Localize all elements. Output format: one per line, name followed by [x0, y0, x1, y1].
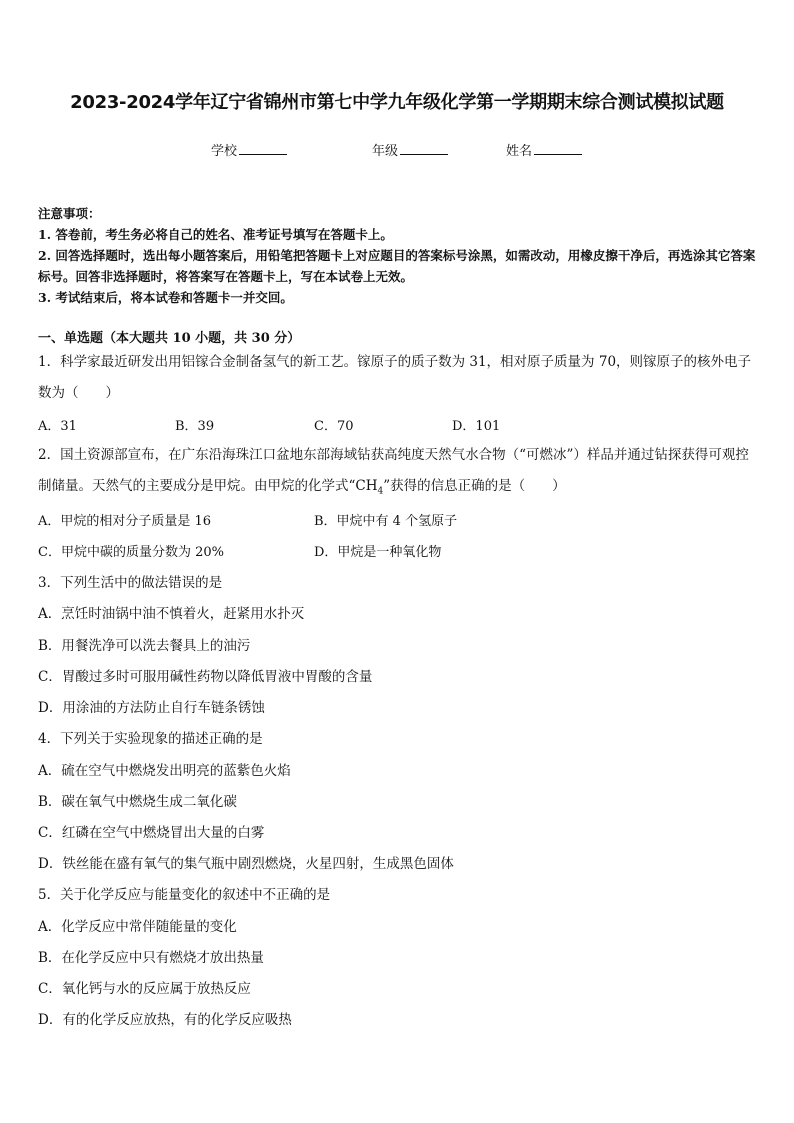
- school-blank: [239, 142, 287, 155]
- option-c: C．红磷在空气中燃烧冒出大量的白雾: [38, 825, 265, 841]
- question-5-stem: 5．关于化学反应与能量变化的叙述中不正确的是: [38, 887, 331, 903]
- question-2-stem-part: 2．国土资源部宣布，在广东沿海珠江口盆地东部海域钻获高纯度天然气水合物（“可燃冰”）样品并通过钻探获得可观控制储量。天然气的主要成分是甲烷。由甲烷的化学式“CH: [38, 447, 749, 494]
- school-field: [211, 140, 287, 159]
- option-c: C．甲烷中碳的质量分数为 20%: [38, 545, 224, 560]
- instruction-item: 3. 考试结束后，将本试卷和答题卡一并交回。: [38, 290, 293, 305]
- option-d: D．101: [452, 419, 501, 434]
- name-label: 姓名: [506, 144, 533, 159]
- option-d: D．甲烷是一种氧化物: [314, 545, 442, 560]
- instructions: [38, 203, 760, 308]
- option-d: D．有的化学反应放热，有的化学反应吸热: [38, 1012, 292, 1028]
- option-a: A．烹饪时油锅中油不慎着火，赶紧用水扑灭: [38, 606, 305, 622]
- question-4-stem: 4．下列关于实验现象的描述正确的是: [38, 731, 263, 747]
- grade-blank: [400, 142, 448, 155]
- instruction-item: 1. 答卷前，考生务必将自己的姓名、准考证号填写在答题卡上。: [38, 227, 393, 242]
- option-b: B．碳在氧气中燃烧生成二氧化碳: [38, 794, 237, 810]
- option-c: C．胃酸过多时可服用碱性药物以降低胃液中胃酸的含量: [38, 669, 373, 685]
- exam-title: 2023-2024学年辽宁省锦州市第七中学九年级化学第一学期期末综合测试模拟试题: [70, 92, 724, 113]
- option-b: B．在化学反应中只有燃烧才放出热量: [38, 950, 264, 966]
- option-b: B．用餐洗净可以洗去餐具上的油污: [38, 638, 251, 654]
- question-1-stem: 1．科学家最近研发出用铝镓合金制备氢气的新工艺。镓原子的质子数为 31，相对原子质量为 70，则镓原子的核外电子数为（ ）: [38, 354, 752, 401]
- question-2-stem: [38, 440, 762, 508]
- option-c: C．氧化钙与水的反应属于放热反应: [38, 981, 251, 997]
- option-a: A．化学反应中常伴随能量的变化: [38, 919, 237, 935]
- option-a: A．31: [38, 419, 77, 434]
- question-2-stem-part: ”获得的信息正确的是（ ）: [383, 478, 566, 494]
- instruction-item: 2. 回答选择题时，选出每小题答案后，用铅笔把答题卡上对应题目的答案标号涂黑，如需改动，用橡皮擦干净后，再选涂其它答案标号。回答非选择题时，将答案写在答题卡上，写在本试卷上无效。: [38, 248, 756, 284]
- option-a: A．甲烷的相对分子质量是 16: [38, 514, 212, 529]
- option-b: B．39: [175, 419, 215, 434]
- option-a: A．硫在空气中燃烧发出明亮的蓝紫色火焰: [38, 763, 291, 779]
- option-c: C．70: [314, 419, 354, 434]
- grade-label: 年级: [372, 144, 399, 159]
- grade-field: [372, 140, 448, 159]
- name-field: [506, 140, 582, 159]
- option-d: D．用涂油的方法防止自行车链条锈蚀: [38, 700, 265, 716]
- option-d: D．铁丝能在盛有氧气的集气瓶中剧烈燃烧，火星四射，生成黑色固体: [38, 856, 454, 872]
- option-b: B．甲烷中有 4 个氢原子: [314, 514, 458, 529]
- question-2-subscript: 4: [377, 486, 384, 497]
- instructions-heading: 注意事项：: [38, 206, 101, 221]
- name-blank: [534, 142, 582, 155]
- school-label: 学校: [211, 144, 238, 159]
- section-heading: 一、单选题（本大题共 10 小题，共 30 分）: [38, 331, 301, 346]
- question-3-stem: 3．下列生活中的做法错误的是: [38, 575, 223, 591]
